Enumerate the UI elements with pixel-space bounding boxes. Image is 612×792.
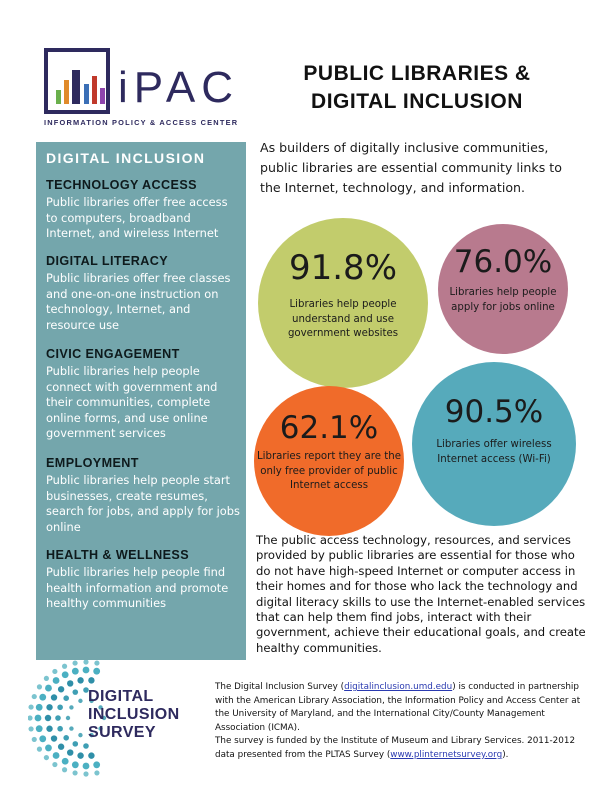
logo-dot [93, 668, 100, 675]
logo-dot [83, 667, 90, 674]
logo-dot [45, 685, 52, 692]
logo-bar [56, 90, 61, 104]
title-line-1: PUBLIC LIBRARIES & [303, 62, 531, 85]
logo-dot [55, 715, 61, 721]
logo-dot [72, 689, 78, 695]
logo-dot [78, 733, 82, 737]
logo-dot [66, 716, 70, 720]
logo-dot [62, 664, 67, 669]
logo-dot [72, 668, 79, 675]
logo-dot [39, 735, 46, 742]
logo-dot [72, 761, 79, 768]
logo-dot [36, 725, 43, 732]
logo-dot [32, 694, 37, 699]
digital-inclusion-sidebar [36, 142, 246, 660]
footer-text-span: ) is conducted in partnership with the American Library Association, the Information Policy and Access Center at the University of Maryland, and the International City/County Management Association (ICMA). [215, 682, 581, 733]
stat-description: Libraries help people apply for jobs online [449, 287, 557, 313]
logo-dot [83, 660, 88, 665]
page-title [262, 60, 572, 116]
logo-dot [46, 726, 52, 732]
sidebar-section-technology-access [46, 178, 242, 242]
logo-dot [94, 660, 99, 665]
section-text: Public libraries help people start businesses, create resumes, search for jobs, and apply for jobs online [46, 473, 240, 534]
logo-dot [88, 677, 94, 683]
logo-dot [53, 752, 60, 759]
sidebar-title: DIGITAL INCLUSION [46, 150, 206, 166]
logo-dot [32, 737, 37, 742]
section-heading: DIGITAL LITERACY [46, 254, 169, 268]
logo-dot [62, 758, 69, 765]
logo-dot [77, 752, 83, 758]
logo-dot [94, 770, 99, 775]
footer-paragraph-1 [215, 681, 593, 735]
ipac-logo-box [44, 48, 110, 114]
logo-dot [72, 770, 77, 775]
sidebar-section-employment [46, 456, 242, 535]
logo-dot [28, 715, 33, 720]
logo-dot [28, 704, 33, 709]
stat-value: 90.5% [444, 394, 544, 430]
logo-dot [77, 677, 83, 683]
sidebar-section-health-wellness [46, 548, 242, 612]
logo-dot [44, 755, 49, 760]
logo-dot [62, 767, 67, 772]
stat-value: 91.8% [288, 248, 397, 288]
section-text: Public libraries help people find health information and promote healthy communities [46, 565, 229, 610]
footer-paragraph-2 [215, 735, 593, 762]
logo-dot [39, 694, 46, 701]
stat-description: Libraries report they are the only free provider of public Internet access [256, 451, 401, 491]
logo-dot [37, 684, 42, 689]
logo-dot [67, 680, 73, 686]
logo-dot [72, 741, 78, 747]
logo-dot [57, 726, 63, 732]
footer-text-span: The Digital Inclusion Survey ( [215, 682, 345, 692]
logo-dot [52, 669, 57, 674]
logo-dot [88, 752, 94, 758]
logo-dot [83, 763, 90, 770]
stat-circle-jobs-online [438, 224, 568, 354]
survey-logo-line: DIGITAL [88, 688, 154, 705]
survey-website-link[interactable]: digitalinclusion.umd.edu [344, 682, 453, 692]
stat-circle-only-free-provider [254, 386, 404, 536]
logo-bar [92, 76, 97, 104]
body-paragraph: The public access technology, resources, and services provided by public libraries are essential for those who do not have high-speed Internet or computer access in their homes and for those who lack the technology and digital literacy skills to use the Internet-enabled services that can help them find jobs, interact with their government, achieve their educational goals, and create healthy communities. [256, 533, 586, 655]
logo-dot [35, 715, 42, 722]
section-text: Public libraries offer free access to computers, broadband Internet, and wireless Internet [46, 195, 228, 240]
footer-text-span: ). [502, 749, 509, 760]
survey-logo-line: INCLUSION [88, 706, 180, 723]
logo-dot [51, 735, 57, 741]
logo-bar [84, 84, 89, 104]
logo-dot [63, 695, 69, 701]
survey-logo-text [88, 688, 180, 742]
logo-dot [28, 726, 33, 731]
logo-bar [100, 88, 105, 104]
section-heading: CIVIC ENGAGEMENT [46, 347, 180, 361]
sidebar-section-civic-engagement [46, 347, 242, 442]
ipac-tagline: INFORMATION POLICY & ACCESS CENTER [44, 118, 239, 127]
survey-logo-line: SURVEY [88, 724, 156, 741]
intro-text: As builders of digitally inclusive communities, public libraries are essential community links to the Internet, technology, and information. [260, 140, 562, 195]
logo-dot [58, 686, 64, 692]
logo-dot [58, 744, 64, 750]
section-text: Public libraries offer free classes and one-on-one instruction on technology, Internet, and resource use [46, 271, 231, 332]
pltas-website-link[interactable]: www.plinternetsurvey.org [390, 749, 503, 760]
logo-bar [72, 70, 80, 104]
logo-dot [51, 694, 57, 700]
logo-dot [83, 771, 88, 776]
section-heading: EMPLOYMENT [46, 456, 139, 470]
footer-text [215, 681, 593, 763]
section-text: Public libraries help people connect with government and their communities, complete online forms, and use online government services [46, 364, 218, 440]
logo-dot [45, 745, 52, 752]
logo-dot [69, 726, 73, 730]
logo-dot [45, 715, 51, 721]
logo-dot [63, 735, 69, 741]
logo-dot [78, 699, 82, 703]
logo-dot [72, 660, 77, 665]
logo-dot [93, 761, 100, 768]
logo-dot [46, 704, 52, 710]
logo-dot [44, 676, 49, 681]
logo-bar [64, 80, 69, 104]
logo-dot [69, 705, 73, 709]
logo-dot [62, 671, 69, 678]
title-line-2: DIGITAL INCLUSION [311, 90, 523, 113]
logo-dot [36, 704, 43, 711]
stat-description: Libraries offer wireless Internet access (Wi-Fi) [436, 439, 552, 465]
logo-dot [83, 743, 89, 749]
logo-dot [67, 749, 73, 755]
stat-circle-wifi [412, 362, 576, 526]
section-heading: HEALTH & WELLNESS [46, 548, 189, 562]
section-heading: TECHNOLOGY ACCESS [46, 178, 197, 192]
logo-dot [37, 747, 42, 752]
stat-description: Libraries help people understand and use government websites [287, 299, 399, 339]
logo-dot [53, 677, 60, 684]
footer-text-span: The survey is funded by the Institute of Museum and Library Services. 2011-2012 data presented from the PLTAS Survey ( [215, 736, 576, 760]
stat-value: 62.1% [279, 410, 379, 446]
logo-dot [57, 704, 63, 710]
ipac-logo-word: iPAC [118, 63, 239, 112]
stat-circle-government-websites [258, 218, 428, 388]
stat-value: 76.0% [453, 244, 553, 280]
sidebar-section-digital-literacy [46, 254, 242, 333]
logo-dot [52, 762, 57, 767]
